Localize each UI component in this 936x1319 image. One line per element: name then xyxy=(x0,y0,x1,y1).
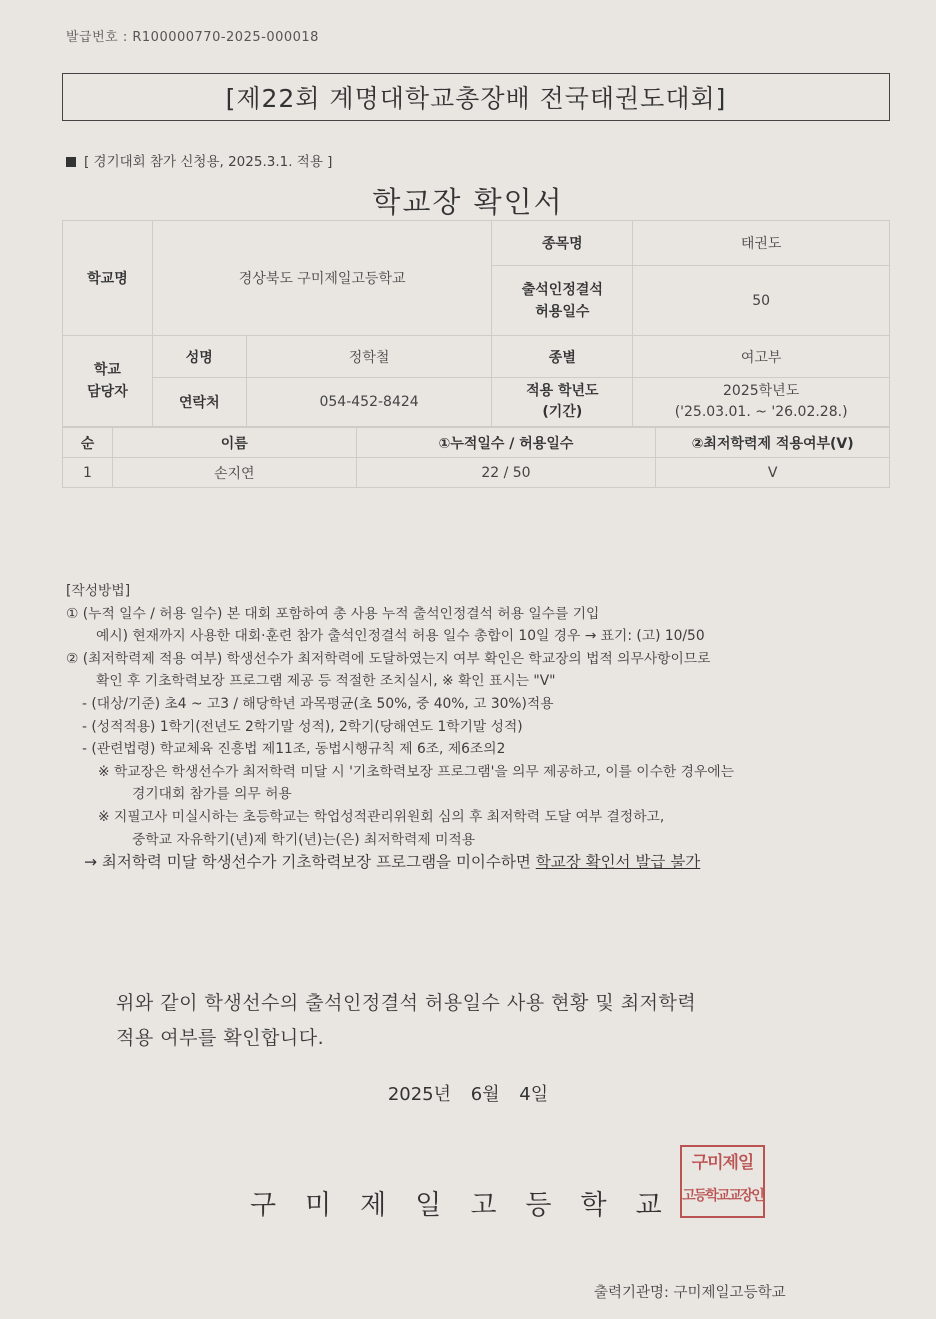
document-title: 학교장 확인서 xyxy=(372,185,564,219)
instruction-line: ① (누적 일수 / 허용 일수) 본 대회 포함하여 총 사용 누적 출석인정결석 허용 일수를 기입 xyxy=(66,605,600,622)
athlete-table xyxy=(62,427,890,488)
instruction-line: - (대상/기준) 초4 ~ 고3 / 해당학년 과목평균(초 50%, 중 40%, 고 30%)적용 xyxy=(82,695,554,712)
instruction-line: ② (최저학력제 적용 여부) 학생선수가 최저학력에 도달하였는지 여부 확인은 학교장의 법적 의무사항이므로 xyxy=(66,650,711,667)
form-note xyxy=(66,150,332,170)
principal-seal-icon xyxy=(680,1145,765,1218)
col-header-no: 순 xyxy=(63,428,113,458)
absence-label xyxy=(492,266,633,336)
year-label-line2: (기간) xyxy=(542,404,583,420)
school-name-signature: 구미제일고등학교 xyxy=(250,1190,691,1221)
school-label: 학교명 xyxy=(63,221,153,336)
row-check: V xyxy=(656,458,890,488)
type-value: 여고부 xyxy=(633,336,890,378)
instruction-line: 경기대회 참가를 의무 허용 xyxy=(132,786,292,803)
manager-label-line2: 담당자 xyxy=(87,384,128,400)
seal-line1: 구미제일 xyxy=(691,1153,754,1173)
confirmation-line2: 적용 여부를 확인합니다. xyxy=(116,1027,325,1049)
instruction-line: 확인 후 기초학력보장 프로그램 제공 등 적절한 조치실시, ※ 확인 표시는 "V" xyxy=(96,673,556,690)
contact-value: 054-452-8424 xyxy=(246,378,492,427)
absence-label-line1: 출석인정결석 xyxy=(521,281,603,298)
writing-instructions xyxy=(66,580,896,874)
instruction-line: ※ 학교장은 학생선수가 최저학력 미달 시 '기초학력보장 프로그램'을 의무 제공하고, 이를 이수한 경우에는 xyxy=(98,763,734,780)
year-label xyxy=(492,378,633,427)
confirmation-statement xyxy=(116,986,696,1056)
instruction-line: ※ 지필고사 미실시하는 초등학교는 학업성적관리위원회 심의 후 최저학력 도달 여부 결정하고, xyxy=(98,808,665,825)
sport-value: 태권도 xyxy=(633,221,890,266)
issue-number: 발급번호 : R100000770-2025-000018 xyxy=(66,30,319,45)
school-info-table xyxy=(62,220,890,427)
absence-value: 50 xyxy=(633,266,890,336)
name-label: 성명 xyxy=(152,336,246,378)
col-header-min-academic: ②최저학력제 적용여부(V) xyxy=(656,428,890,458)
instruction-line: - (관련법령) 학교체육 진흥법 제11조, 동법시행규칙 제 6조, 제6조의2 xyxy=(82,741,506,758)
square-bullet-icon xyxy=(66,157,76,167)
issue-date: 2025년 6월 4일 xyxy=(387,1084,549,1105)
row-no: 1 xyxy=(63,458,113,488)
type-label: 종별 xyxy=(492,336,633,378)
row-name: 손지연 xyxy=(112,458,356,488)
school-value: 경상북도 구미제일고등학교 xyxy=(152,221,492,336)
instruction-line: 예시) 현재까지 사용한 대회·훈련 참가 출석인정결석 허용 일수 총합이 10일 경우 → 표기: (고) 10/50 xyxy=(96,628,705,645)
instruction-line: - (성적적용) 1학기(전년도 2학기말 성적), 2학기(당해연도 1학기말 성적) xyxy=(82,718,523,735)
year-value-line2: ('25.03.01. ~ '26.02.28.) xyxy=(674,404,848,420)
year-value-line1: 2025학년도 xyxy=(723,383,800,399)
col-header-days: ①누적일수 / 허용일수 xyxy=(356,428,656,458)
instructions-heading: [작성방법] xyxy=(66,583,131,599)
instruction-line: 중학교 자유학기(년)제 학기(년)는(은) 최저학력제 미적용 xyxy=(132,831,476,848)
final-line-text: → 최저학력 미달 학생선수가 기초학력보장 프로그램을 미이수하면 xyxy=(84,853,536,872)
form-note-text: [ 경기대회 참가 신청용, 2025.3.1. 적용 ] xyxy=(84,154,333,170)
athlete-table-header xyxy=(63,428,890,458)
final-line-emphasis: 학교장 확인서 발급 불가 xyxy=(535,853,701,872)
seal-line2: 고등학교교장인 xyxy=(682,1188,763,1204)
issuing-organization: 출력기관명: 구미제일고등학교 xyxy=(594,1285,786,1301)
year-label-line1: 적용 학년도 xyxy=(526,383,599,399)
year-value xyxy=(633,378,890,427)
row-days: 22 / 50 xyxy=(356,458,656,488)
manager-label xyxy=(63,336,153,427)
name-value: 정학철 xyxy=(246,336,492,378)
col-header-name: 이름 xyxy=(112,428,356,458)
manager-label-line1: 학교 xyxy=(93,362,121,378)
table-row xyxy=(63,458,890,488)
absence-label-line2: 허용일수 xyxy=(535,303,590,320)
event-title xyxy=(62,73,890,121)
contact-label: 연락처 xyxy=(152,378,246,427)
instruction-final-line xyxy=(66,851,896,874)
event-title-text: [제22회 계명대학교총장배 전국태권도대회] xyxy=(225,84,727,113)
confirmation-line1: 위와 같이 학생선수의 출석인정결석 허용일수 사용 현황 및 최저학력 xyxy=(116,992,697,1014)
sport-label: 종목명 xyxy=(492,221,633,266)
